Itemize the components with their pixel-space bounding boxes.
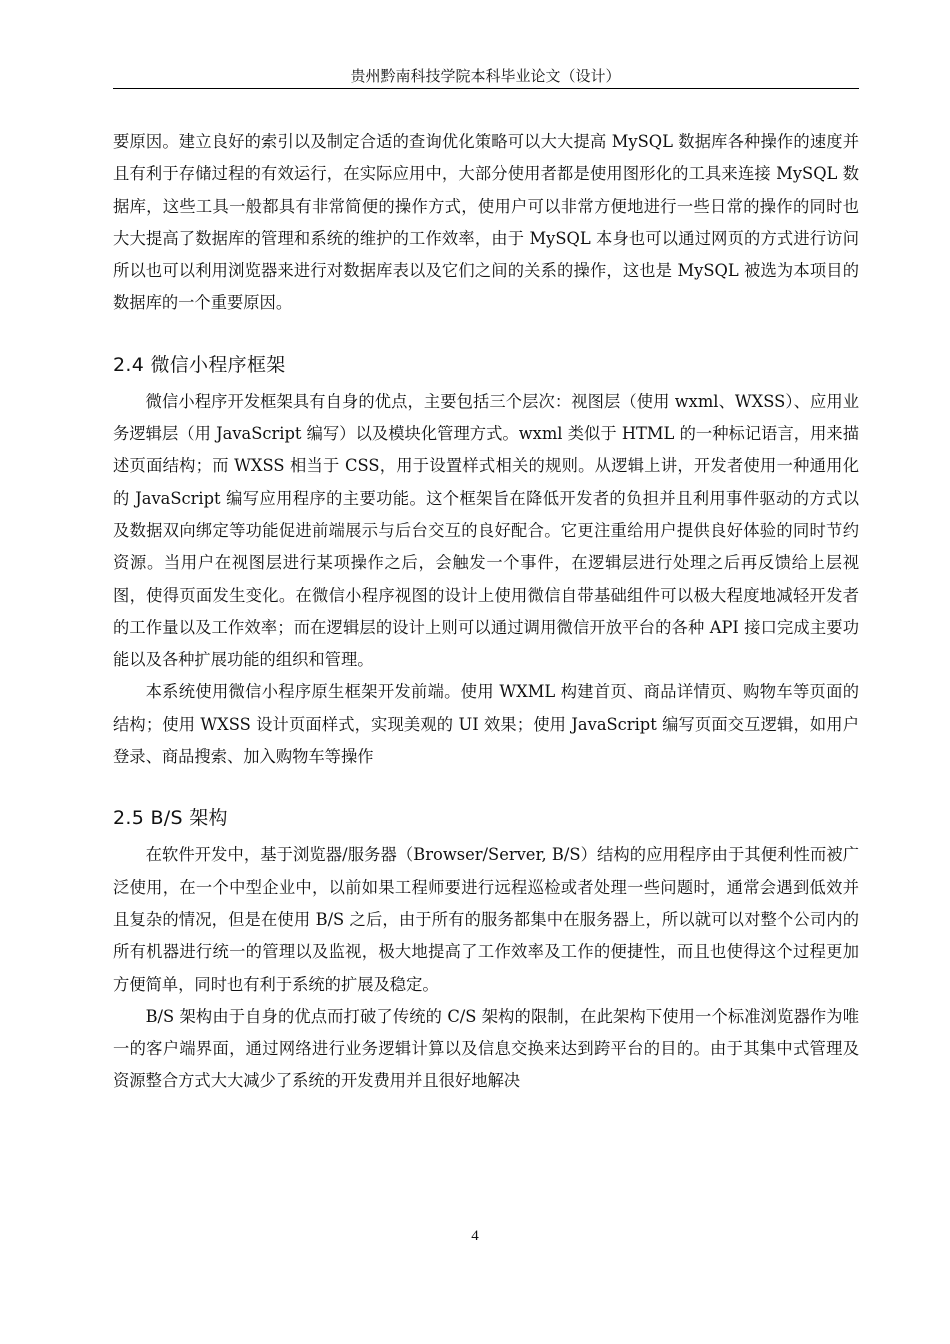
- section-heading-2-5: 2.5 B/S 架构: [113, 807, 228, 830]
- section-2-5-paragraph-2: B/S 架构由于自身的优点而打破了传统的 C/S 架构的限制，在此架构下使用一个标准浏览器作为唯一的客户端界面，通过网络进行业务逻辑计算以及信息交换来达到跨平台的目的。由于其集中式管理及资源整合方式大大减少了系统的开发费用并且很好地解决: [113, 1006, 859, 1091]
- section-heading-2-4: 2.4 微信小程序框架: [113, 353, 286, 376]
- header-rule: [113, 88, 859, 89]
- page-body: [113, 126, 859, 1098]
- section-2-4-paragraph-2: 本系统使用微信小程序原生框架开发前端。使用 WXML 构建首页、商品详情页、购物车等页面的结构；使用 WXSS 设计页面样式，实现美观的 UI 效果；使用 JavaScript 编写页面交互逻辑，如用户登录、商品搜索、加入购物车等操作: [113, 682, 859, 767]
- running-header: 贵州黔南科技学院本科毕业论文（设计）: [350, 67, 621, 85]
- section-2-4-paragraph-1: 微信小程序开发框架具有自身的优点，主要包括三个层次：视图层（使用 wxml、WXSS）、应用业务逻辑层（用 JavaScript 编写）以及模块化管理方式。wxml 类似于 HTML 的一种标记语言，用来描述页面结构；而 WXSS 相当于 CSS，用于设置样式相关的规则。从逻辑上讲，开发者使用一种通用化的 JavaScript 编写应用程序的主要功能。这个框架旨在降低开发者的负担并且利用事件驱动的方式以及数据双向绑定等功能促进前端展示与后台交互的良好配合。它更注重给用户提供良好体验的同时节约资源。当用户在视图层进行某项操作之后，会触发一个事件，在逻辑层进行处理之后再反馈给上层视图，使得页面发生变化。在微信小程序视图的设计上使用微信自带基础组件可以极大程度地减轻开发者的工作量以及工作效率；而在逻辑层的设计上则可以通过调用微信开放平台的各种 API 接口完成主要功能以及各种扩展功能的组织和管理。: [113, 391, 859, 670]
- page-number: 4: [471, 1228, 479, 1244]
- intro-paragraph: 要原因。建立良好的索引以及制定合适的查询优化策略可以大大提高 MySQL 数据库各种操作的速度并且有利于存储过程的有效运行，在实际应用中，大部分使用者都是使用图形化的工具来连接 MySQL 数据库，这些工具一般都具有非常简便的操作方式，使用户可以非常方便地进行一些日常的操作的同时也大大提高了数据库的管理和系统的维护的工作效率，由于 MySQL 本身也可以通过网页的方式进行访问所以也可以利用浏览器来进行对数据库表以及它们之间的关系的操作，这也是 MySQL 被选为本项目的数据库的一个重要原因。: [113, 132, 859, 313]
- section-2-5-paragraph-1: 在软件开发中，基于浏览器/服务器（Browser/Server, B/S）结构的应用程序由于其便利性而被广泛使用，在一个中型企业中，以前如果工程师要进行远程巡检或者处理一些问题时，通常会遇到低效并且复杂的情况，但是在使用 B/S 之后，由于所有的服务都集中在服务器上，所以就可以对整个公司内的所有机器进行统一的管理以及监视，极大地提高了工作效率及工作的便捷性，而且也使得这个过程更加方便简单，同时也有利于系统的扩展及稳定。: [113, 845, 859, 994]
